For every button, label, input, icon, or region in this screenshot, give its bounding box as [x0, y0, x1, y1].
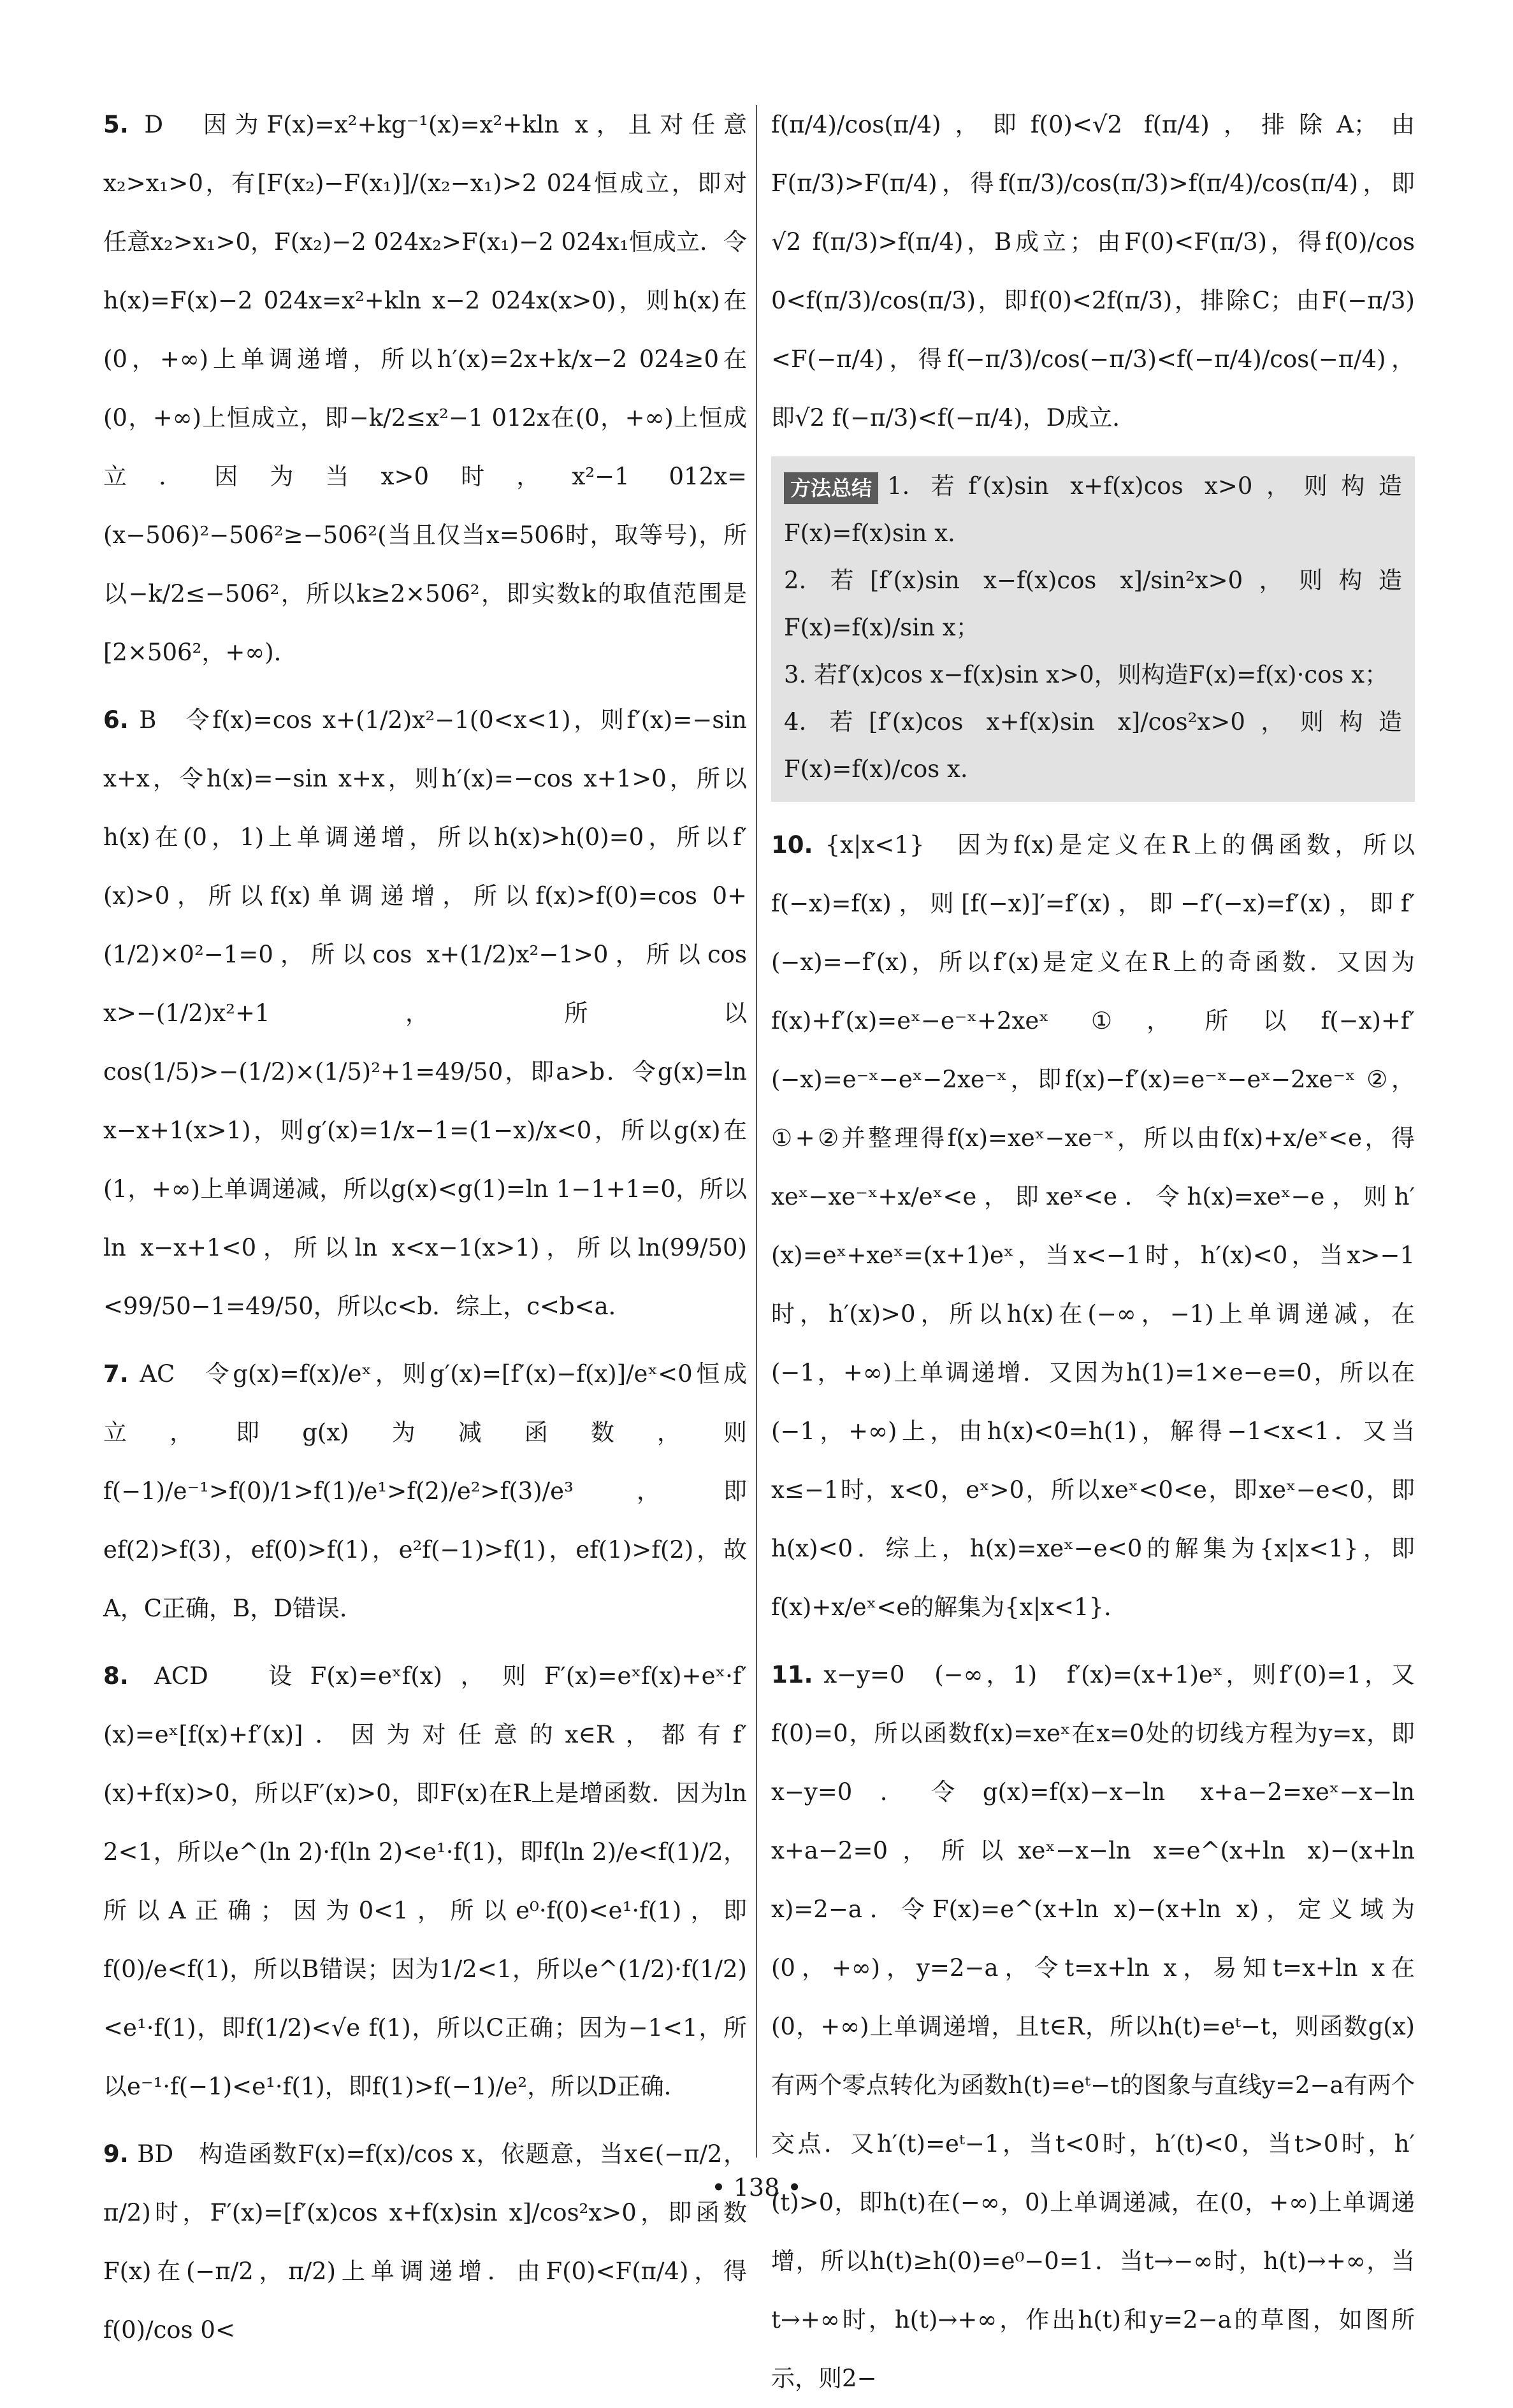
left-column	[103, 96, 748, 2344]
answer-number: 7.	[103, 1360, 129, 1388]
answer-11	[771, 1646, 1415, 2408]
right-column	[771, 96, 1415, 2392]
answer-number: 9.	[103, 2140, 129, 2168]
answer-text: D 因为F(x)=x²+kg⁻¹(x)=x²+kln x，且对任意x₂>x₁>0，有[F(x₂)−F(x₁)]/(x₂−x₁)>2 024恒成立，即对任意x₂>x₁>0，F(x₂)−2 024x₂>F(x₁)−2 024x₁恒成立．令h(x)=F(x)−2 024x=x²+kln x−2 024x(x>0)，则h(x)在(0，+∞)上单调递增，所以h′(x)=2x+k/x−2 024≥0在(0，+∞)上恒成立，即−k/2≤x²−1 012x在(0，+∞)上恒成立．因为当x>0时，x²−1 012x=(x−506)²−506²≥−506²(当且仅当x=506时，取等号)，所以−k/2≤−506²，所以k≥2×506²，即实数k的取值范围是[2×506²，+∞)．	[103, 111, 747, 666]
answer-text: BD 构造函数F(x)=f(x)/cos x，依题意，当x∈(−π/2，π/2)时，F′(x)=[f′(x)cos x+f(x)sin x]/cos²x>0，即函数F(x)在(−π/2，π/2)上单调递增．由F(0)<F(π/4)，得f(0)/cos 0<	[103, 2140, 748, 2344]
answer-10	[771, 816, 1415, 1637]
answer-6	[103, 691, 747, 1336]
answer-text: x−y=0 (−∞，1) f′(x)=(x+1)eˣ，则f′(0)=1，又f(0)=0，所以函数f(x)=xeˣ在x=0处的切线方程为y=x，即x−y=0．令g(x)=f(x)−x−ln x+a−2=xeˣ−x−ln x+a−2=0，所以xeˣ−x−ln x=e^(x+ln x)−(x+ln x)=2−a．令F(x)=e^(x+ln x)−(x+ln x)，定义域为(0，+∞)，y=2−a，令t=x+ln x，易知t=x+ln x在(0，+∞)上单调递增，且t∈R，所以h(t)=eᵗ−t，则函数g(x)有两个零点转化为函数h(t)=eᵗ−t的图象与直线y=2−a有两个交点．又h′(t)=eᵗ−1，当t<0时，h′(t)<0，当t>0时，h′(t)>0，即h(t)在(−∞，0)上单调递减，在(0，+∞)上单调递增，所以h(t)≥h(0)=e⁰−0=1．当t→−∞时，h(t)→+∞，当t→+∞时，h(t)→+∞，作出h(t)和y=2−a的草图，如图所示，则2−	[771, 1661, 1415, 2392]
method-line-2: 2. 若[f′(x)sin x−f(x)cos x]/sin²x>0，则构造F(x)=f(x)/sin x；	[784, 567, 1402, 641]
answer-number: 5.	[103, 111, 129, 138]
answer-text: f(π/4)/cos(π/4)，即f(0)<√2 f(π/4)，排除A；由F(π/3)>F(π/4)，得f(π/3)/cos(π/3)>f(π/4)/cos(π/4)，即√2 f(π/3)>f(π/4)，B成立；由F(0)<F(π/3)，得f(0)/cos 0<f(π/3)/cos(π/3)，即f(0)<2f(π/3)，排除C；由F(−π/3)<F(−π/4)，得f(−π/3)/cos(−π/3)<f(−π/4)/cos(−π/4)，即√2 f(−π/3)<f(−π/4)，D成立．	[771, 111, 1415, 432]
answer-text: {x|x<1} 因为f(x)是定义在R上的偶函数，所以f(−x)=f(x)，则[f(−x)]′=f′(x)，即−f′(−x)=f′(x)，即f′(−x)=−f′(x)，所以f′(x)是定义在R上的奇函数．又因为f(x)+f′(x)=eˣ−e⁻ˣ+2xeˣ ①，所以f(−x)+f′(−x)=e⁻ˣ−eˣ−2xe⁻ˣ，即f(x)−f′(x)=e⁻ˣ−eˣ−2xe⁻ˣ ②，①+②并整理得f(x)=xeˣ−xe⁻ˣ，所以由f(x)+x/eˣ<e，得xeˣ−xe⁻ˣ+x/eˣ<e，即xeˣ<e．令h(x)=xeˣ−e，则h′(x)=eˣ+xeˣ=(x+1)eˣ，当x<−1时，h′(x)<0，当x>−1时，h′(x)>0，所以h(x)在(−∞，−1)上单调递减，在(−1，+∞)上单调递增．又因为h(1)=1×e−e=0，所以在(−1，+∞)上，由h(x)<0=h(1)，解得−1<x<1．又当x≤−1时，x<0，eˣ>0，所以xeˣ<0<e，即xeˣ−e<0，即h(x)<0．综上，h(x)=xeˣ−e<0的解集为{x|x<1}，即f(x)+x/eˣ<e的解集为{x|x<1}．	[771, 831, 1415, 1621]
method-line-3: 3. 若f′(x)cos x−f(x)sin x>0，则构造F(x)=f(x)·cos x；	[784, 661, 1388, 688]
answer-number: 10.	[771, 831, 813, 859]
answer-text: AC 令g(x)=f(x)/eˣ，则g′(x)=[f′(x)−f(x)]/eˣ<0恒成立，即g(x)为减函数，则f(−1)/e⁻¹>f(0)/1>f(1)/e¹>f(2)/e²>f(3)/e³，即ef(2)>f(3)，ef(0)>f(1)，e²f(−1)>f(1)，ef(1)>f(2)，故A，C正确，B，D错误．	[103, 1360, 747, 1622]
column-divider	[756, 105, 757, 2158]
answer-9	[103, 2125, 747, 2360]
page-number: • 138 •	[711, 2173, 802, 2201]
answer-number: 11.	[771, 1661, 813, 1688]
answer-9-continued	[771, 96, 1415, 447]
method-line-4: 4. 若[f′(x)cos x+f(x)sin x]/cos²x>0，则构造F(x)=f(x)/cos x.	[784, 708, 1402, 783]
method-summary-tag: 方法总结	[784, 472, 878, 504]
answer-5	[103, 96, 747, 682]
method-summary-box	[771, 456, 1415, 802]
method-line-1: 1. 若f′(x)sin x+f(x)cos x>0，则构造F(x)=f(x)sin x．	[784, 472, 1402, 547]
answer-8	[103, 1647, 747, 2116]
answer-7	[103, 1345, 747, 1638]
answer-text: ACD 设F(x)=eˣf(x)，则F′(x)=eˣf(x)+eˣ·f′(x)=eˣ[f(x)+f′(x)]．因为对任意的x∈R，都有f′(x)+f(x)>0，所以F′(x)>0，即F(x)在R上是增函数．因为ln 2<1，所以e^(ln 2)·f(ln 2)<e¹·f(1)，即f(ln 2)/e<f(1)/2，所以A正确；因为0<1，所以e⁰·f(0)<e¹·f(1)，即f(0)/e<f(1)，所以B错误；因为1/2<1，所以e^(1/2)·f(1/2)<e¹·f(1)，即f(1/2)<√e f(1)，所以C正确；因为−1<1，所以e⁻¹·f(−1)<e¹·f(1)，即f(1)>f(−1)/e²，所以D正确．	[103, 1662, 747, 2100]
answer-number: 6.	[103, 706, 129, 734]
answer-number: 8.	[103, 1662, 129, 1690]
answer-text: B 令f(x)=cos x+(1/2)x²−1(0<x<1)，则f′(x)=−sin x+x，令h(x)=−sin x+x，则h′(x)=−cos x+1>0，所以h(x)在(0，1)上单调递增，所以h(x)>h(0)=0，所以f′(x)>0，所以f(x)单调递增，所以f(x)>f(0)=cos 0+(1/2)×0²−1=0，所以cos x+(1/2)x²−1>0，所以cos x>−(1/2)x²+1，所以cos(1/5)>−(1/2)×(1/5)²+1=49/50，即a>b．令g(x)=ln x−x+1(x>1)，则g′(x)=1/x−1=(1−x)/x<0，所以g(x)在(1，+∞)上单调递减，所以g(x)<g(1)=ln 1−1+1=0，所以ln x−x+1<0，所以ln x<x−1(x>1)，所以ln(99/50)<99/50−1=49/50，所以c<b．综上，c<b<a．	[103, 706, 747, 1320]
